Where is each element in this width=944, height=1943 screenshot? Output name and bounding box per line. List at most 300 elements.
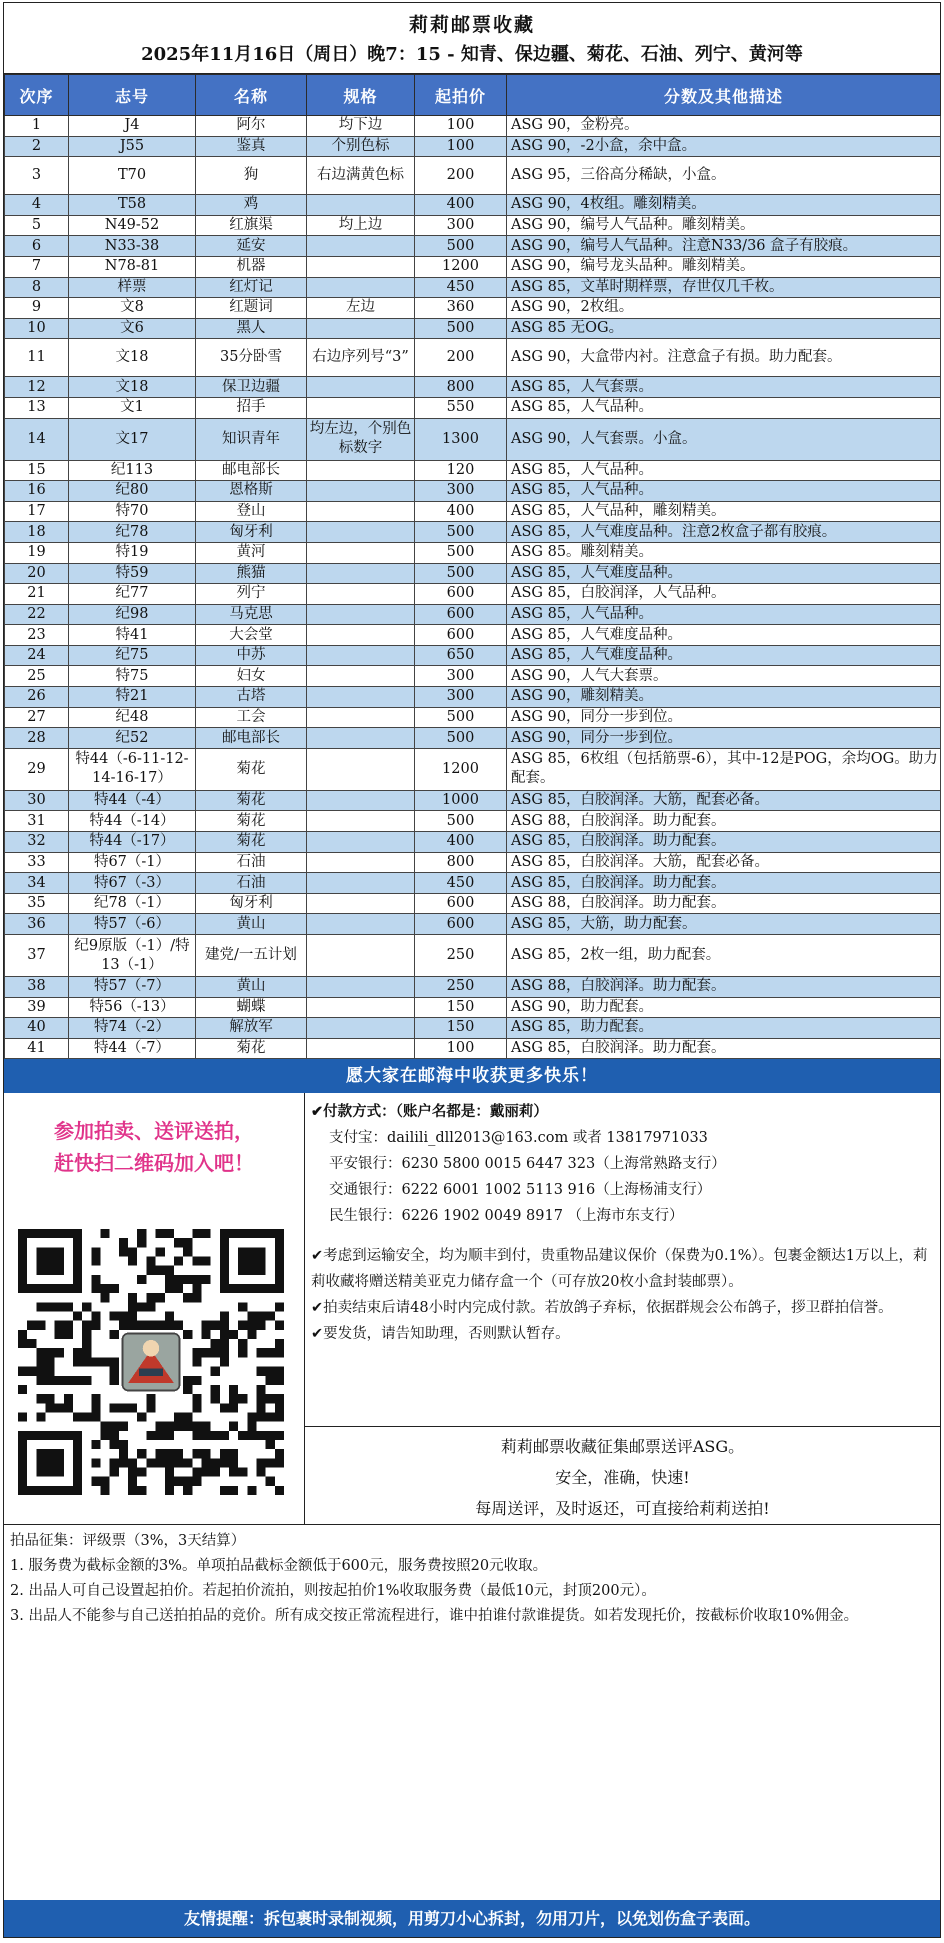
cell-name: 妇女: [196, 666, 307, 687]
cell-price: 250: [415, 935, 507, 977]
cell-desc: ASG 90，编号人气品种。注意N33/36 盒子有胶痕。: [507, 236, 941, 257]
cell-index: 18: [5, 522, 69, 543]
promo-panel: [4, 1093, 305, 1524]
cell-desc: ASG 85，人气难度品种。: [507, 645, 941, 666]
cell-code: 特44（-4）: [69, 790, 196, 811]
cell-desc: ASG 85，人气品种。: [507, 481, 941, 502]
cell-price: 800: [415, 852, 507, 873]
sheet-title: 莉莉邮票收藏: [408, 14, 535, 36]
cell-price: 200: [415, 157, 507, 195]
cell-code: 特67（-3）: [69, 873, 196, 894]
cell-spec: [307, 1038, 415, 1059]
cell-spec: [307, 481, 415, 502]
cell-spec: [307, 666, 415, 687]
cell-name: 匈牙利: [196, 893, 307, 914]
cell-index: 35: [5, 893, 69, 914]
cell-desc: ASG 85，人气品种。: [507, 604, 941, 625]
cell-spec: [307, 852, 415, 873]
cell-desc: ASG 90，雕刻精美。: [507, 687, 941, 708]
cell-index: 22: [5, 604, 69, 625]
cell-desc: ASG 85，白胶润泽。助力配套。: [507, 1038, 941, 1059]
cell-code: 纪75: [69, 645, 196, 666]
cell-desc: ASG 90，金粉亮。: [507, 116, 941, 137]
cell-code: 文8: [69, 298, 196, 319]
cell-index: 30: [5, 790, 69, 811]
cell-code: J55: [69, 136, 196, 157]
cell-code: 纪77: [69, 584, 196, 605]
dispatch-note: ✔要发货，请告知助理，否则默认暂存。: [311, 1326, 570, 1343]
cell-code: 特21: [69, 687, 196, 708]
cell-price: 400: [415, 195, 507, 216]
table-row: [5, 790, 941, 811]
cell-code: N33-38: [69, 236, 196, 257]
cell-code: N78-81: [69, 256, 196, 277]
slogan-line-3: 每周送评，及时返还，可直接给莉莉送拍!: [475, 1499, 770, 1519]
cell-index: 3: [5, 157, 69, 195]
cell-name: 蝴蝶: [196, 997, 307, 1018]
cell-price: 1300: [415, 418, 507, 460]
cell-price: 100: [415, 1038, 507, 1059]
cell-index: 10: [5, 318, 69, 339]
cell-index: 39: [5, 997, 69, 1018]
cell-spec: 均左边，个别色标数字: [307, 418, 415, 460]
cell-name: 马克思: [196, 604, 307, 625]
cell-code: T58: [69, 195, 196, 216]
table-row: [5, 397, 941, 418]
table-row: [5, 339, 941, 377]
cell-spec: [307, 977, 415, 998]
cell-desc: ASG 85，人气品种。: [507, 460, 941, 481]
cell-price: 1000: [415, 790, 507, 811]
cell-price: 300: [415, 666, 507, 687]
cell-spec: [307, 832, 415, 853]
cell-index: 34: [5, 873, 69, 894]
cell-code: 特44（-17）: [69, 832, 196, 853]
table-header-row: [5, 75, 941, 116]
cell-price: 400: [415, 501, 507, 522]
cell-price: 600: [415, 584, 507, 605]
cell-desc: ASG 90，大盒带内衬。注意盒子有损。助力配套。: [507, 339, 941, 377]
info-section: [4, 1093, 940, 1525]
cell-desc: ASG 85，6枚组（包括筋票-6），其中-12是POG，余均OG。助力配套。: [507, 748, 941, 790]
table-row: [5, 811, 941, 832]
table-row: [5, 501, 941, 522]
cell-code: 纪52: [69, 728, 196, 749]
cell-code: 特44（-7）: [69, 1038, 196, 1059]
cell-desc: ASG 90，同分一步到位。: [507, 707, 941, 728]
table-row: [5, 852, 941, 873]
table-row: [5, 256, 941, 277]
table-row: [5, 1018, 941, 1039]
cell-desc: ASG 88，白胶润泽。助力配套。: [507, 893, 941, 914]
cell-desc: ASG 85，人气品种，雕刻精美。: [507, 501, 941, 522]
cell-code: N49-52: [69, 215, 196, 236]
cell-spec: [307, 522, 415, 543]
cell-index: 11: [5, 339, 69, 377]
promo-line-1: 参加拍卖、送评送拍，: [54, 1119, 254, 1144]
cell-price: 500: [415, 707, 507, 728]
table-row: [5, 1038, 941, 1059]
cell-spec: [307, 625, 415, 646]
col-header-price: 起拍价: [415, 75, 507, 116]
cell-index: 19: [5, 542, 69, 563]
cell-spec: [307, 377, 415, 398]
cell-name: 阿尔: [196, 116, 307, 137]
table-row: [5, 604, 941, 625]
cell-desc: ASG 85，文革时期样票，存世仅几千枚。: [507, 277, 941, 298]
qr-code[interactable]: [18, 1229, 284, 1495]
cell-desc: ASG 85，白胶润泽。助力配套。: [507, 873, 941, 894]
table-row: [5, 728, 941, 749]
table-row: [5, 873, 941, 894]
cell-price: 450: [415, 873, 507, 894]
cell-price: 600: [415, 625, 507, 646]
cell-desc: ASG 90，人气套票。小盒。: [507, 418, 941, 460]
payment-panel: [305, 1093, 940, 1427]
table-row: [5, 236, 941, 257]
cell-name: 黄山: [196, 977, 307, 998]
cell-price: 500: [415, 542, 507, 563]
cell-name: 35分卧雪: [196, 339, 307, 377]
cell-index: 33: [5, 852, 69, 873]
table-row: [5, 116, 941, 137]
cell-name: 恩格斯: [196, 481, 307, 502]
cell-desc: ASG 85，人气品种。: [507, 397, 941, 418]
cell-desc: ASG 90，4枚组。雕刻精美。: [507, 195, 941, 216]
cell-desc: ASG 88，白胶润泽。助力配套。: [507, 977, 941, 998]
cell-spec: [307, 563, 415, 584]
cell-code: 纪48: [69, 707, 196, 728]
table-row: [5, 893, 941, 914]
cell-price: 500: [415, 522, 507, 543]
cell-name: 菊花: [196, 748, 307, 790]
cell-index: 9: [5, 298, 69, 319]
table-row: [5, 707, 941, 728]
cell-index: 12: [5, 377, 69, 398]
cell-index: 2: [5, 136, 69, 157]
cell-code: 特41: [69, 625, 196, 646]
slogan-panel: [305, 1427, 940, 1524]
cell-name: 建党/一五计划: [196, 935, 307, 977]
table-row: [5, 460, 941, 481]
cell-desc: ASG 85，人气难度品种。: [507, 625, 941, 646]
promo-text: [4, 1093, 304, 1179]
slogan-line-1: 莉莉邮票收藏征集邮票送评ASG。: [500, 1437, 745, 1457]
table-row: [5, 418, 941, 460]
cell-index: 14: [5, 418, 69, 460]
cell-price: 400: [415, 832, 507, 853]
cell-code: T70: [69, 157, 196, 195]
table-row: [5, 935, 941, 977]
cell-name: 中苏: [196, 645, 307, 666]
cell-price: 500: [415, 563, 507, 584]
promo-line-2: 赶快扫二维码加入吧！: [54, 1151, 254, 1176]
cell-name: 邮电部长: [196, 728, 307, 749]
cell-index: 31: [5, 811, 69, 832]
cell-name: 红旗渠: [196, 215, 307, 236]
cell-desc: ASG 85。雕刻精美。: [507, 542, 941, 563]
qr-avatar-icon: [123, 1334, 180, 1391]
col-header-desc: 分数及其他描述: [507, 75, 941, 116]
cell-index: 32: [5, 832, 69, 853]
table-row: [5, 914, 941, 935]
table-row: [5, 136, 941, 157]
payment-deadline-note: ✔拍卖结束后请48小时内完成付款。若放鸽子弃标，依据群规会公布鸽子，拶卫群拍信誉。: [311, 1300, 893, 1317]
cell-code: 特75: [69, 666, 196, 687]
cell-index: 21: [5, 584, 69, 605]
cell-desc: ASG 85 无OG。: [507, 318, 941, 339]
cell-code: 纪9原版（-1）/特13（-1）: [69, 935, 196, 977]
cell-code: 纪80: [69, 481, 196, 502]
cell-name: 登山: [196, 501, 307, 522]
cell-spec: [307, 460, 415, 481]
cell-code: J4: [69, 116, 196, 137]
cell-name: 邮电部长: [196, 460, 307, 481]
col-header-name: 名称: [196, 75, 307, 116]
cell-desc: ASG 95，三俗高分稀缺，小盒。: [507, 157, 941, 195]
cell-spec: [307, 645, 415, 666]
table-row: [5, 584, 941, 605]
cell-price: 600: [415, 914, 507, 935]
cell-index: 5: [5, 215, 69, 236]
cell-name: 机器: [196, 256, 307, 277]
cell-name: 菊花: [196, 790, 307, 811]
cell-name: 石油: [196, 852, 307, 873]
cell-spec: [307, 935, 415, 977]
cell-index: 4: [5, 195, 69, 216]
table-row: [5, 645, 941, 666]
cell-spec: 个别色标: [307, 136, 415, 157]
cell-code: 特56（-13）: [69, 997, 196, 1018]
cell-code: 文6: [69, 318, 196, 339]
cell-desc: ASG 85，白胶润泽。助力配套。: [507, 832, 941, 853]
table-row: [5, 298, 941, 319]
payment-pingan: 平安银行：6230 5800 0015 6447 323（上海常熟路支行）: [329, 1156, 726, 1173]
cell-spec: [307, 256, 415, 277]
cell-name: 菊花: [196, 1038, 307, 1059]
cell-name: 菊花: [196, 811, 307, 832]
cell-desc: ASG 90，编号龙头品种。雕刻精美。: [507, 256, 941, 277]
cell-price: 100: [415, 116, 507, 137]
cell-index: 40: [5, 1018, 69, 1039]
cell-spec: [307, 397, 415, 418]
cell-name: 红灯记: [196, 277, 307, 298]
cell-index: 41: [5, 1038, 69, 1059]
auction-sheet: [3, 2, 941, 1938]
cell-name: 大会堂: [196, 625, 307, 646]
cell-spec: [307, 687, 415, 708]
cell-code: 纪98: [69, 604, 196, 625]
cell-code: 样票: [69, 277, 196, 298]
cell-code: 文17: [69, 418, 196, 460]
cell-name: 狗: [196, 157, 307, 195]
cell-desc: ASG 90，编号人气品种。雕刻精美。: [507, 215, 941, 236]
col-header-spec: 规格: [307, 75, 415, 116]
cell-code: 纪78（-1）: [69, 893, 196, 914]
cell-code: 特57（-6）: [69, 914, 196, 935]
cell-spec: [307, 501, 415, 522]
cell-desc: ASG 85，白胶润泽，人气品种。: [507, 584, 941, 605]
cell-price: 300: [415, 215, 507, 236]
table-row: [5, 318, 941, 339]
table-row: [5, 522, 941, 543]
cell-spec: 右边序列号“3”: [307, 339, 415, 377]
cell-price: 360: [415, 298, 507, 319]
cell-index: 20: [5, 563, 69, 584]
cell-code: 特74（-2）: [69, 1018, 196, 1039]
table-row: [5, 481, 941, 502]
cell-desc: ASG 88，白胶润泽。助力配套。: [507, 811, 941, 832]
table-row: [5, 195, 941, 216]
rule-1: 1. 服务费为截标金额的3%。单项拍品截标金额低于600元，服务费按照20元收取。: [10, 1558, 548, 1575]
cell-name: 解放军: [196, 1018, 307, 1039]
cell-desc: ASG 90，-2小盒，余中盒。: [507, 136, 941, 157]
cell-index: 7: [5, 256, 69, 277]
cell-price: 600: [415, 604, 507, 625]
cell-name: 鸡: [196, 195, 307, 216]
sheet-subtitle: 2025年11月16日（周日）晚7：15 - 知青、保边疆、菊花、石油、列宁、黄河等: [141, 44, 803, 65]
cell-spec: [307, 728, 415, 749]
cell-spec: [307, 318, 415, 339]
table-row: [5, 157, 941, 195]
cell-desc: ASG 85，大筋，助力配套。: [507, 914, 941, 935]
cell-spec: [307, 195, 415, 216]
table-row: [5, 542, 941, 563]
cell-desc: ASG 85，白胶润泽。大筋，配套必备。: [507, 852, 941, 873]
rule-2: 2. 出品人可自己设置起拍价。若起拍价流拍，则按起拍价1%收取服务费（最低10元，封顶200元）。: [10, 1583, 656, 1600]
cell-name: 保卫边疆: [196, 377, 307, 398]
cell-desc: ASG 85，白胶润泽。大筋，配套必备。: [507, 790, 941, 811]
lot-table: [4, 74, 941, 1059]
cell-desc: ASG 85，2枚一组，助力配套。: [507, 935, 941, 977]
payment-title: ✔付款方式：（账户名都是：戴丽莉）: [311, 1103, 548, 1121]
reminder-banner: 友情提醒：拆包裹时录制视频，用剪刀小心拆封，勿用刀片，以免划伤盒子表面。: [4, 1900, 940, 1937]
cell-code: 特67（-1）: [69, 852, 196, 873]
cell-price: 1200: [415, 256, 507, 277]
cell-spec: [307, 811, 415, 832]
sheet-header: [4, 3, 940, 74]
rules-section: [4, 1525, 940, 1691]
cell-index: 16: [5, 481, 69, 502]
cell-spec: 均上边: [307, 215, 415, 236]
cell-price: 150: [415, 1018, 507, 1039]
cell-code: 特44（-14）: [69, 811, 196, 832]
cell-code: 特44（-6-11-12-14-16-17）: [69, 748, 196, 790]
table-row: [5, 997, 941, 1018]
cell-price: 100: [415, 136, 507, 157]
col-header-index: 次序: [5, 75, 69, 116]
cell-price: 200: [415, 339, 507, 377]
cell-spec: [307, 542, 415, 563]
table-row: [5, 215, 941, 236]
cell-price: 150: [415, 997, 507, 1018]
cell-spec: [307, 707, 415, 728]
cell-name: 黑人: [196, 318, 307, 339]
cell-spec: 均下边: [307, 116, 415, 137]
cell-name: 黄山: [196, 914, 307, 935]
table-row: [5, 563, 941, 584]
cell-index: 8: [5, 277, 69, 298]
cell-spec: [307, 893, 415, 914]
cell-index: 26: [5, 687, 69, 708]
table-row: [5, 977, 941, 998]
cell-desc: ASG 90，人气大套票。: [507, 666, 941, 687]
table-row: [5, 832, 941, 853]
cell-spec: [307, 997, 415, 1018]
cell-index: 37: [5, 935, 69, 977]
banner: 愿大家在邮海中收获更多快乐！: [4, 1059, 940, 1093]
cell-index: 23: [5, 625, 69, 646]
cell-name: 匈牙利: [196, 522, 307, 543]
table-row: [5, 377, 941, 398]
cell-price: 1200: [415, 748, 507, 790]
cell-price: 500: [415, 318, 507, 339]
slogan-line-2: 安全，准确，快速!: [555, 1468, 690, 1488]
payment-alipay: 支付宝：dailili_dll2013@163.com 或者 13817971033: [329, 1130, 708, 1147]
cell-name: 知识青年: [196, 418, 307, 460]
shipping-note: ✔考虑到运输安全，均为顺丰到付，贵重物品建议保价（保费为0.1%）。包裹金额达1万以上，莉莉收藏将赠送精美亚克力储存盒一个（可存放20枚小盒封装邮票）。: [311, 1248, 928, 1291]
cell-spec: [307, 584, 415, 605]
cell-index: 28: [5, 728, 69, 749]
table-row: [5, 666, 941, 687]
cell-index: 29: [5, 748, 69, 790]
cell-code: 特59: [69, 563, 196, 584]
cell-spec: [307, 873, 415, 894]
cell-name: 石油: [196, 873, 307, 894]
cell-index: 17: [5, 501, 69, 522]
cell-desc: ASG 85，人气难度品种。: [507, 563, 941, 584]
cell-name: 工会: [196, 707, 307, 728]
cell-index: 13: [5, 397, 69, 418]
rule-3: 3. 出品人不能参与自己送拍拍品的竞价。所有成交按正常流程进行，谁中拍谁付款谁提货。如若发现托价，按截标价收取10%佣金。: [10, 1608, 859, 1625]
rules-title: 拍品征集：评级票（3%，3天结算）: [10, 1533, 246, 1550]
payment-bocom: 交通银行：6222 6001 1002 5113 916（上海杨浦支行）: [329, 1182, 712, 1199]
cell-code: 文1: [69, 397, 196, 418]
cell-spec: 右边满黄色标: [307, 157, 415, 195]
cell-desc: ASG 90，2枚组。: [507, 298, 941, 319]
cell-spec: [307, 236, 415, 257]
cell-name: 鉴真: [196, 136, 307, 157]
cell-code: 纪113: [69, 460, 196, 481]
cell-price: 500: [415, 236, 507, 257]
cell-code: 特57（-7）: [69, 977, 196, 998]
cell-code: 文18: [69, 339, 196, 377]
cell-index: 6: [5, 236, 69, 257]
cell-desc: ASG 90，助力配套。: [507, 997, 941, 1018]
cell-index: 25: [5, 666, 69, 687]
cell-price: 500: [415, 728, 507, 749]
cell-index: 15: [5, 460, 69, 481]
cell-price: 500: [415, 811, 507, 832]
cell-name: 招手: [196, 397, 307, 418]
cell-spec: [307, 277, 415, 298]
table-row: [5, 625, 941, 646]
cell-index: 27: [5, 707, 69, 728]
cell-spec: [307, 790, 415, 811]
cell-index: 38: [5, 977, 69, 998]
cell-desc: ASG 85，人气套票。: [507, 377, 941, 398]
cell-name: 熊猫: [196, 563, 307, 584]
cell-spec: [307, 748, 415, 790]
cell-spec: [307, 604, 415, 625]
cell-price: 550: [415, 397, 507, 418]
cell-code: 文18: [69, 377, 196, 398]
table-row: [5, 748, 941, 790]
table-row: [5, 277, 941, 298]
cell-name: 古塔: [196, 687, 307, 708]
cell-index: 24: [5, 645, 69, 666]
cell-code: 纪78: [69, 522, 196, 543]
